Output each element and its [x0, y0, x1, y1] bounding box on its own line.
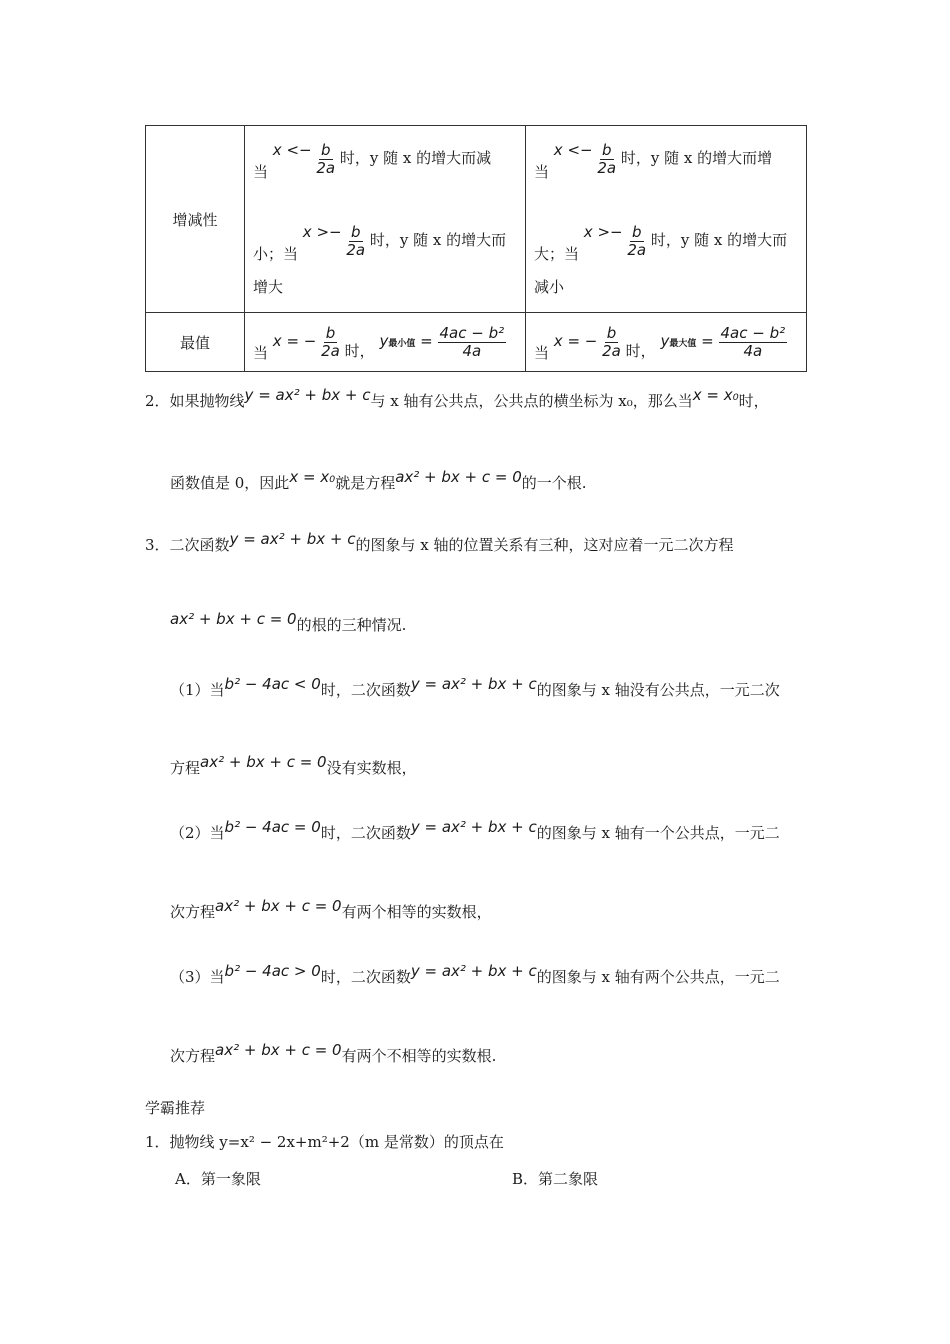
- equation: ax² + bx + c = 0: [200, 753, 327, 771]
- formula: ax² + bx + c = 0: [170, 610, 297, 628]
- y-label: y: [379, 332, 389, 350]
- text: 时，二次函数: [320, 681, 411, 699]
- text: 次方程: [170, 1047, 216, 1065]
- case-3-line-1: [170, 962, 780, 987]
- text: 有两个相等的实数根，: [341, 903, 492, 921]
- text: 时，y 随 x 的增大而: [369, 231, 507, 249]
- fraction: $\frac{b}{2a}$: [321, 323, 340, 360]
- text: 的一个根.: [521, 474, 587, 492]
- y-label: y: [660, 332, 670, 350]
- text: 的图象与 x 轴没有公共点，一元二次: [536, 681, 780, 699]
- text: 时，: [625, 342, 656, 360]
- text: 2．如果抛物线: [145, 392, 245, 410]
- formula: y = ax² + bx + c: [410, 962, 537, 980]
- text: 没有实数根，: [326, 759, 417, 777]
- paragraph-3-line-1: [145, 530, 733, 555]
- fraction: $\frac{b}{2a}$: [597, 140, 617, 177]
- text: 就是方程: [335, 474, 396, 492]
- formula: y = ax² + bx + c: [244, 386, 371, 404]
- text: 小；当: [253, 245, 299, 263]
- text: 时，y 随 x 的增大而: [650, 231, 788, 249]
- text: 有两个不相等的实数根.: [341, 1047, 497, 1065]
- text: （3）当: [170, 968, 225, 986]
- extremum-left-cell: [245, 313, 526, 372]
- formula: y = ax² + bx + c: [410, 818, 537, 836]
- paragraph-3-line-2: [170, 610, 406, 635]
- equals: =: [420, 332, 433, 350]
- paragraph-2-line-1: [145, 386, 769, 411]
- text: 时，: [344, 342, 375, 360]
- monotonicity-label: 增减性: [146, 126, 245, 313]
- equation: ax² + bx + c = 0: [215, 1041, 342, 1059]
- paragraph-2-line-2: [170, 468, 587, 493]
- text: 的图象与 x 轴有两个公共点，一元二: [536, 968, 780, 986]
- text: 时，二次函数: [320, 824, 411, 842]
- option-a[interactable]: A．第一象限: [175, 1170, 261, 1188]
- text: 当: [253, 163, 269, 181]
- monotonicity-left-cell: [245, 126, 526, 313]
- condition: b² − 4ac > 0: [224, 962, 321, 980]
- properties-table: [145, 125, 807, 372]
- y-subscript: 最小值: [388, 339, 416, 349]
- x-equation: x = −: [553, 332, 598, 350]
- text: 当: [534, 344, 550, 362]
- text: （2）当: [170, 824, 225, 842]
- inequality: x >−: [302, 223, 342, 241]
- y-subscript: 最大值: [669, 339, 697, 349]
- case-1-line-2: [170, 753, 417, 778]
- text: 当: [253, 344, 269, 362]
- text: 方程: [170, 759, 201, 777]
- extremum-right-cell: [526, 313, 807, 372]
- section-title: 学霸推荐: [145, 1099, 206, 1117]
- formula: y = ax² + bx + c: [229, 530, 356, 548]
- text: 时，y 随 x 的增大而增: [620, 149, 773, 167]
- text: 当: [534, 163, 550, 181]
- text: 次方程: [170, 903, 216, 921]
- inequality: x <−: [272, 141, 312, 159]
- value-fraction: $\frac{\text{4ac − b²}}{4a}$: [439, 323, 505, 360]
- extremum-label: 最值: [146, 313, 245, 372]
- text: 的根的三种情况.: [296, 616, 407, 634]
- equation: ax² + bx + c = 0: [215, 897, 342, 915]
- fraction: $\frac{b}{2a}$: [602, 323, 621, 360]
- question-1: 1．抛物线 y=x² − 2x+m²+2（m 是常数）的顶点在: [145, 1133, 504, 1151]
- text: 函数值是 0，因此: [170, 474, 290, 492]
- case-1-line-1: [170, 675, 780, 700]
- text: 增大: [253, 278, 284, 296]
- value-fraction: $\frac{\text{4ac − b²}}{4a}$: [720, 323, 786, 360]
- inequality: x <−: [553, 141, 593, 159]
- formula: x = x₀: [289, 468, 336, 486]
- text: 的图象与 x 轴的位置关系有三种，这对应着一元二次方程: [355, 536, 734, 554]
- condition: b² − 4ac < 0: [224, 675, 321, 693]
- text: （1）当: [170, 681, 225, 699]
- text: 的图象与 x 轴有一个公共点，一元二: [536, 824, 780, 842]
- fraction: $\frac{b}{2a}$: [346, 222, 366, 259]
- case-3-line-2: [170, 1041, 496, 1066]
- text: 时，: [738, 392, 769, 410]
- monotonicity-right-cell: [526, 126, 807, 313]
- option-b[interactable]: B．第二象限: [512, 1170, 599, 1188]
- formula: ax² + bx + c = 0: [395, 468, 522, 486]
- case-2-line-1: [170, 818, 780, 843]
- monotonicity-row: [146, 126, 807, 313]
- text: 时，y 随 x 的增大而减: [339, 149, 492, 167]
- x-equation: x = −: [272, 332, 317, 350]
- case-2-line-2: [170, 897, 492, 922]
- text: 时，二次函数: [320, 968, 411, 986]
- inequality: x >−: [583, 223, 623, 241]
- fraction: $\frac{b}{2a}$: [316, 140, 336, 177]
- formula: x = x₀: [692, 386, 739, 404]
- text: 与 x 轴有公共点，公共点的横坐标为 x₀，那么当: [370, 392, 693, 410]
- formula: y = ax² + bx + c: [410, 675, 537, 693]
- equals: =: [701, 332, 714, 350]
- text: 减小: [534, 278, 565, 296]
- extremum-row: [146, 313, 807, 372]
- fraction: $\frac{b}{2a}$: [627, 222, 647, 259]
- text: 大；当: [534, 245, 580, 263]
- condition: b² − 4ac = 0: [224, 818, 321, 836]
- text: 3．二次函数: [145, 536, 230, 554]
